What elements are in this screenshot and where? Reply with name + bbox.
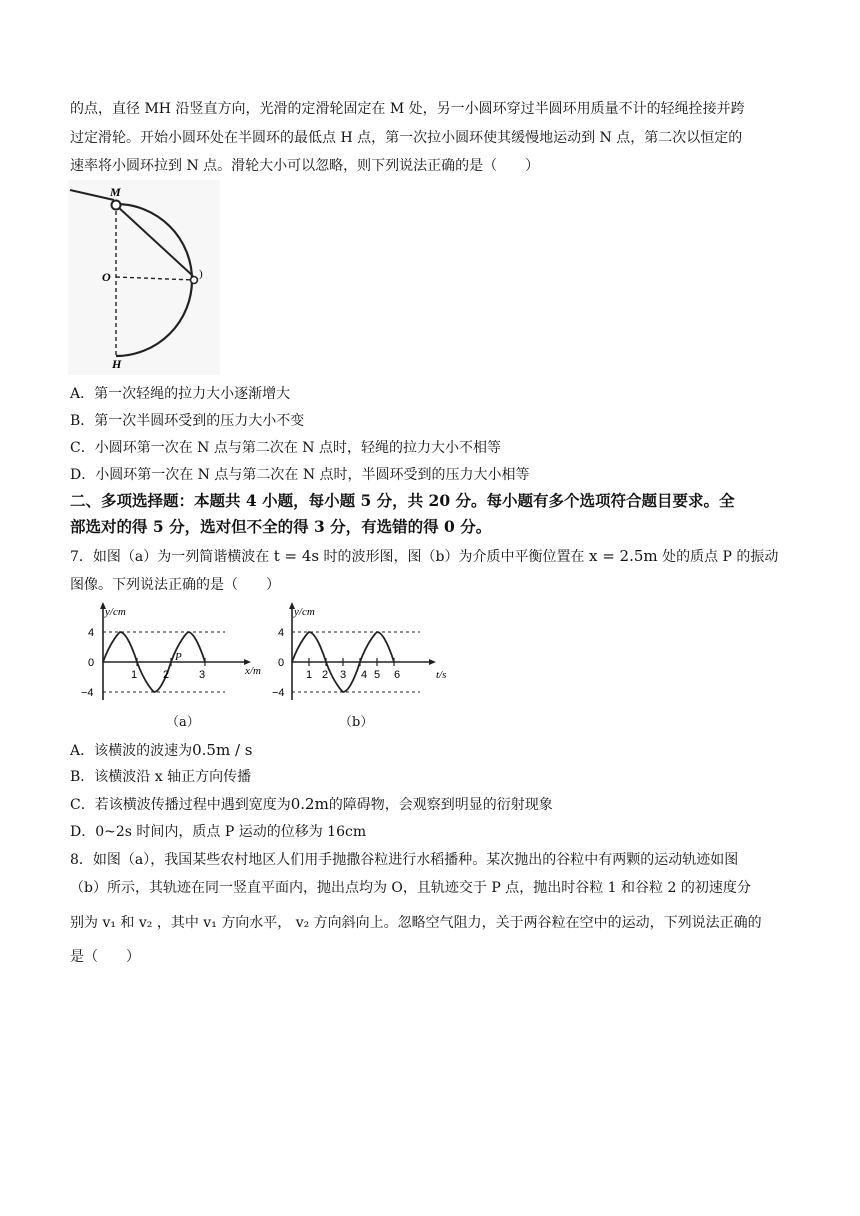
graph-b-xtick-1: 1 (306, 669, 313, 681)
graph-a-ytick-0: 0 (88, 657, 95, 669)
label-M: M (110, 185, 121, 199)
graph-a-xtick-1: 1 (131, 669, 138, 681)
q8-stem-line-2: （b）所示，其轨迹在同一竖直平面内，抛出点均为 O，且轨迹交于 P 点，抛出时谷粒 1 和谷粒 2 的初速度分 (70, 880, 751, 896)
graph-b-caption: （b） (339, 715, 374, 730)
q6-stem-line-1: 的点，直径 MH 沿竖直方向，光滑的定滑轮固定在 M 处，另一小圆环穿过半圆环用质量不计的轻绳拴接并跨 (70, 101, 745, 117)
q6-option-b: B．第一次半圆环受到的压力大小不变 (70, 413, 305, 429)
q7-option-a-equation: 0.5m / s (192, 741, 253, 759)
graph-b-xlabel: t/s (436, 669, 447, 681)
q7-position-equation: x = 2.5m (588, 547, 658, 565)
graph-b-ytick-4: 4 (278, 627, 285, 639)
graph-b-xtick-2: 2 (322, 669, 329, 681)
q7-option-a-text: A．该横波的波速为 (70, 743, 193, 759)
q7-stem-part-b: 时的波形图，图（b）为介质中平衡位置在 (319, 549, 589, 565)
graph-b-xtick-6: 6 (394, 669, 401, 681)
graph-a-xtick-2: 2 (163, 669, 170, 681)
graph-b-xtick-5: 5 (374, 669, 381, 681)
q6-stem-line-2: 过定滑轮。开始小圆环处在半圆环的最低点 H 点，第一次拉小圆环使其缓慢地运动到 N 点，第二次以恒定的 (70, 130, 743, 146)
small-ring-icon (191, 277, 198, 284)
q7-stem-line-2: 图像。下列说法正确的是（ ） (70, 577, 280, 593)
q7-graph-a-waveform (75, 600, 275, 710)
q7-stem-line-1 (70, 546, 800, 566)
graph-b-xtick-3: 3 (340, 669, 347, 681)
q7-option-c (70, 794, 800, 814)
q6-option-a: A．第一次轻绳的拉力大小逐渐增大 (70, 386, 291, 402)
section-2-heading-line-2: 部选对的得 5 分，选对但不全的得 3 分，有选错的得 0 分。 (70, 517, 492, 536)
graph-a-xlabel: x/m (245, 665, 261, 677)
q6-stem-line-3: 速率将小圆环拉到 N 点。滑轮大小可以忽略，则下列说法正确的是（ ） (70, 158, 540, 174)
q7-graph-b-vibration (270, 600, 470, 710)
q6-option-c: C．小圆环第一次在 N 点与第二次在 N 点时，轻绳的拉力大小不相等 (70, 440, 502, 456)
graph-a-caption: （a） (166, 715, 200, 730)
graph-a-xtick-3: 3 (199, 669, 206, 681)
graph-a-ytick-4: 4 (88, 627, 95, 639)
q7-option-a (70, 740, 800, 760)
graph-b-ytick-0: 0 (278, 657, 285, 669)
label-N: ) (199, 268, 203, 280)
q8-stem-line-3: 别为 v₁ 和 v₂ ，其中 v₁ 方向水平， v₂ 方向斜向上。忽略空气阻力，关于两谷粒在空中的运动，下列说法正确的 (70, 915, 762, 931)
q7-stem-part-a: 7．如图（a）为一列简谐横波在 (70, 549, 274, 565)
graph-a-ytick-neg4: −4 (81, 687, 94, 699)
q8-stem-line-1: 8．如图（a），我国某些农村地区人们用手抛撒谷粒进行水稻播种。某次抛出的谷粒中有两颗的运动轨迹如图 (70, 852, 739, 868)
q7-option-c-text-post: 的障碍物，会观察到明显的衍射现象 (328, 797, 553, 813)
q7-option-b: B．该横波沿 x 轴正方向传播 (70, 769, 252, 785)
q6-semicircle-figure (68, 180, 220, 375)
pulley-icon (112, 201, 121, 210)
label-H: H (112, 357, 122, 371)
section-2-heading-line-1: 二、多项选择题：本题共 4 小题，每小题 5 分，共 20 分。每小题有多个选项符合题目要求。全 (70, 491, 735, 510)
graph-a-point-p-label: P (175, 651, 182, 663)
q6-option-d: D．小圆环第一次在 N 点与第二次在 N 点时，半圆环受到的压力大小相等 (70, 467, 530, 483)
graph-b-ylabel: y/cm (294, 606, 315, 618)
label-O: O (102, 270, 111, 284)
q7-option-c-text-pre: C．若该横波传播过程中遇到宽度为 (70, 797, 291, 813)
q7-time-equation: t = 4s (273, 547, 320, 565)
graph-b-xtick-4: 4 (361, 669, 368, 681)
q8-stem-line-4: 是（ ） (70, 949, 140, 965)
graph-a-ylabel: y/cm (105, 606, 126, 618)
q7-option-c-equation: 0.2m (290, 795, 329, 813)
q7-option-d: D．0~2s 时间内，质点 P 运动的位移为 16cm (70, 824, 367, 840)
graph-b-ytick-neg4: −4 (272, 687, 285, 699)
q7-stem-part-c: 处的质点 P 的振动 (657, 549, 779, 565)
